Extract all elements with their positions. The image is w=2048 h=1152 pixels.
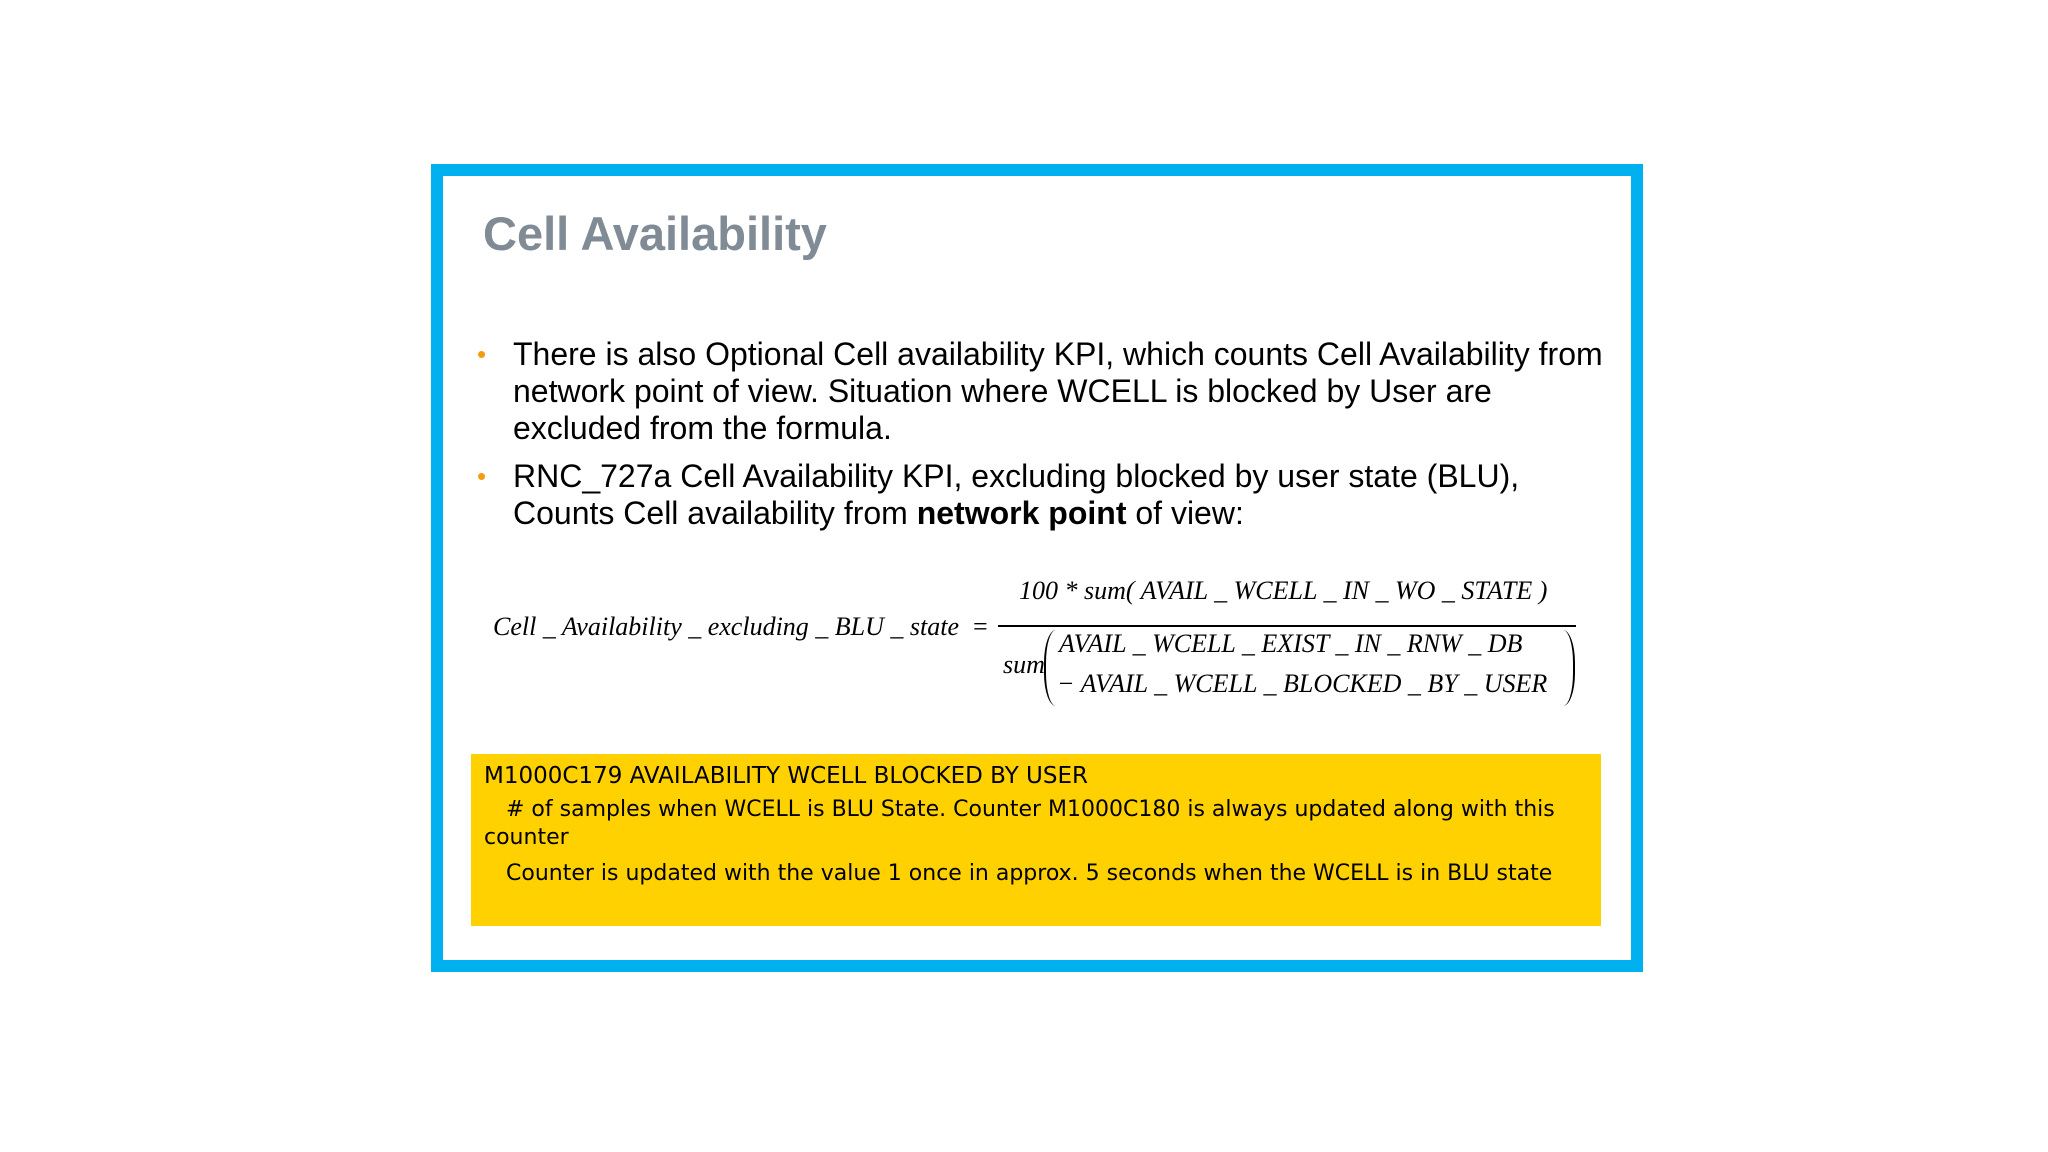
formula-right-parenthesis — [1563, 630, 1575, 706]
kpi-formula — [493, 576, 1593, 726]
counter-title: M1000C179 AVAILABILITY WCELL BLOCKED BY USER — [484, 763, 1089, 789]
formula-denominator-line2: − AVAIL _ WCELL _ BLOCKED _ BY _ USER — [1057, 669, 1548, 698]
bullet-item-optional-kpi — [475, 336, 1605, 447]
formula-equals: = — [973, 612, 988, 641]
bullet-item-rnc-727a — [475, 458, 1605, 532]
formula-denominator-line1: AVAIL _ WCELL _ EXIST _ IN _ RNW _ DB — [1059, 629, 1523, 658]
slide-frame — [431, 164, 1643, 972]
bullet-list — [475, 336, 1605, 532]
bullet-text: There is also Optional Cell availability KPI, which counts Cell Availability from network point of view. Situation where WCELL is blocked by User are excluded from the formula. — [513, 336, 1603, 446]
formula-lhs: Cell _ Availability _ excluding _ BLU _ state — [493, 612, 960, 641]
bullet-text-end: of view: — [1126, 495, 1244, 531]
counter-description: Counter is updated with the value 1 once in approx. 5 seconds when the WCELL is in BLU state — [506, 861, 1553, 886]
counter-info-box — [471, 754, 1601, 926]
bullet-icon: • — [477, 339, 487, 369]
bullet-icon: • — [477, 461, 487, 491]
formula-fraction-bar — [998, 625, 1576, 627]
counter-description: # of samples when WCELL is BLU State. Counter M1000C180 is always updated along with this counter — [484, 797, 1555, 850]
bullet-bold-text: network point — [916, 495, 1127, 531]
formula-numerator: 100 * sum( AVAIL _ WCELL _ IN _ WO _ STATE ) — [1019, 576, 1548, 605]
formula-left-parenthesis — [1044, 630, 1056, 706]
formula-denominator-sum: sum — [1003, 650, 1045, 679]
bullet-text: RNC_727a Cell Availability KPI, excluding blocked by user state (BLU), Counts Cell availability from — [513, 458, 1520, 531]
slide-title: Cell Availability — [483, 207, 827, 260]
